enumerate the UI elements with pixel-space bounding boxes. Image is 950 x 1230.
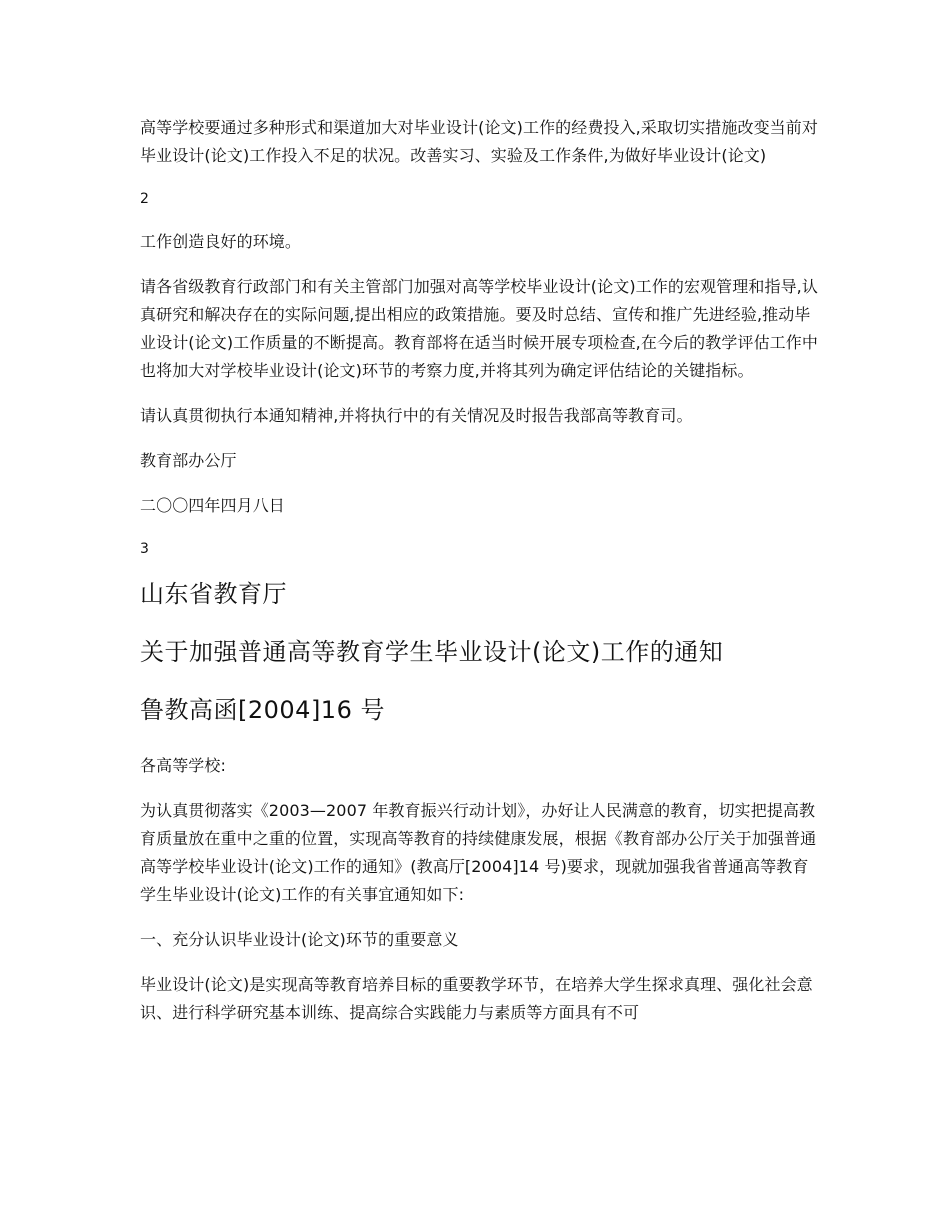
paragraph-intro: 为认真贯彻落实《2003—2007 年教育振兴行动计划》，办好让人民满意的教育，切实把提高教育质量放在重中之重的位置，实现高等教育的持续健康发展，根据《教育部办公厅关于加强普通高等学校毕业设计(论文)工作的通知》(教高厅[2004]14 号)要求，现就加强我省普通高等教育学生毕业设计(论文)工作的有关事宜通知如下: [140,801,817,904]
section-heading-1: 一、充分认识毕业设计(论文)环节的重要意义 [140,930,459,949]
paragraph-environment: 工作创造良好的环境。 [140,232,302,251]
paragraph-management: 请各省级教育行政部门和有关主管部门加强对高等学校毕业设计(论文)工作的宏观管理和指导,认真研究和解决存在的实际问题,提出相应的政策措施。要及时总结、宣传和推广先进经验,推动毕业设计(论文)工作质量的不断提高。教育部将在适当时候开展专项检查,在今后的教学评估工作中也将加大对学校毕业设计(论文)环节的考察力度,并将其列为确定评估结论的关键指标。 [140,277,818,380]
heading-notice-title: 关于加强普通高等教育学生毕业设计(论文)工作的通知 [140,638,724,666]
paragraph-funding: 高等学校要通过多种形式和渠道加大对毕业设计(论文)工作的经费投入,采取切实措施改变当前对毕业设计(论文)工作投入不足的状况。改善实习、实验及工作条件,为做好毕业设计(论文) [140,118,818,165]
page-number-2: 2 [140,191,149,207]
page-number-3: 3 [140,541,149,557]
document-page [140,114,820,1044]
heading-issuer: 山东省教育厅 [140,580,287,608]
paragraph-significance: 毕业设计(论文)是实现高等教育培养目标的重要教学环节，在培养大学生探求真理、强化社会意识、进行科学研究基本训练、提高综合实践能力与素质等方面具有不可 [140,975,813,1022]
issue-date: 二〇〇四年四月八日 [140,496,285,515]
salutation: 各高等学校: [140,756,226,775]
heading-document-number: 鲁教高函[2004]16 号 [140,696,385,724]
paragraph-implement: 请认真贯彻执行本通知精神,并将执行中的有关情况及时报告我部高等教育司。 [140,406,693,425]
signature-office: 教育部办公厅 [140,451,237,470]
